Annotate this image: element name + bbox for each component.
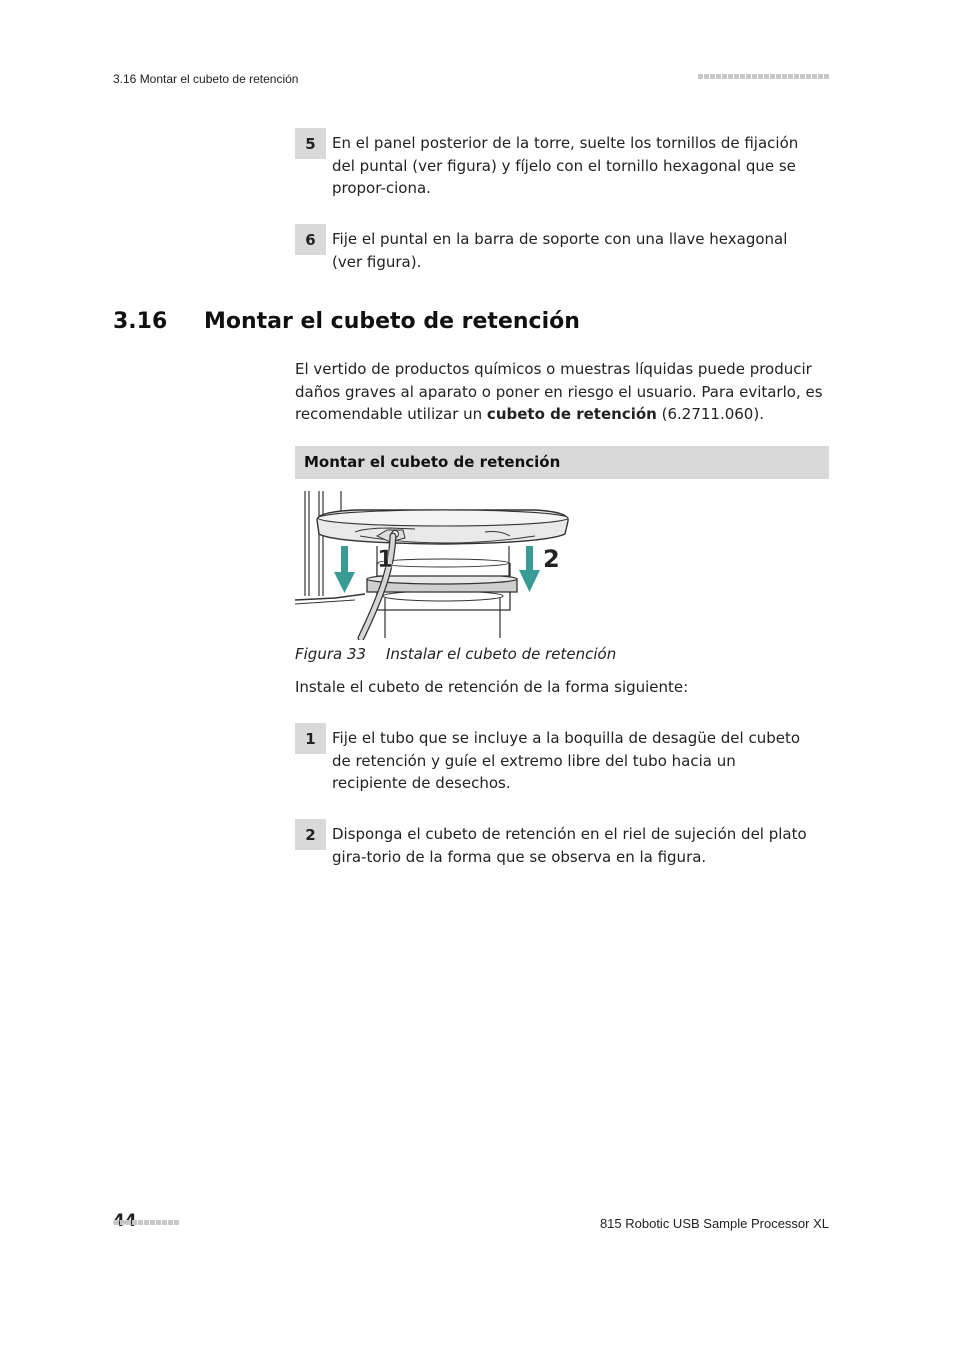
decor-square <box>132 1220 137 1225</box>
section-title: Montar el cubeto de retención <box>204 309 580 334</box>
decor-square <box>162 1220 167 1225</box>
decor-square <box>788 74 793 79</box>
caption-number: Figura 33 <box>295 645 367 663</box>
decor-square <box>740 74 745 79</box>
decor-square <box>716 74 721 79</box>
decor-square <box>156 1220 161 1225</box>
arrow-2-icon <box>519 546 540 592</box>
step-number: 1 <box>295 723 326 754</box>
step-5 <box>295 128 829 200</box>
section-number: 3.16 <box>113 309 168 334</box>
step-number: 5 <box>295 128 326 159</box>
decor-square <box>734 74 739 79</box>
intro-paragraph <box>295 358 829 426</box>
decor-square <box>138 1220 143 1225</box>
step-2 <box>295 819 829 868</box>
decor-square <box>758 74 763 79</box>
section-heading <box>113 309 580 334</box>
intro-text-end: (6.2711.060). <box>656 405 764 423</box>
decor-square <box>120 1220 125 1225</box>
decor-square <box>704 74 709 79</box>
decor-square <box>126 1220 131 1225</box>
decor-square <box>770 74 775 79</box>
decor-square <box>782 74 787 79</box>
step-text: Fije el puntal en la barra de soporte con una llave hexagonal (ver figura). <box>332 230 788 271</box>
step-number: 6 <box>295 224 326 255</box>
decor-square <box>794 74 799 79</box>
procedure-title: Montar el cubeto de retención <box>304 453 561 471</box>
decor-square <box>824 74 829 79</box>
decor-square <box>710 74 715 79</box>
step-number: 2 <box>295 819 326 850</box>
decor-square <box>806 74 811 79</box>
step-text: Fije el tubo que se incluye a la boquilla de desagüe del cubeto de retención y guíe el extremo libre del tubo hacia un recipiente de desechos. <box>332 729 801 792</box>
step-text: Disponga el cubeto de retención en el riel de sujeción del plato gira-torio de la forma que se observa en la figura. <box>332 825 807 866</box>
decor-square <box>812 74 817 79</box>
running-header: 3.16 Montar el cubeto de retención <box>113 72 299 86</box>
figure-label-2: 2 <box>543 545 560 573</box>
intro-text: El vertido de productos químicos o muestras líquidas puede producir daños graves al aparato o poner en riesgo el usuario. Para evitarlo, es recomendable utilizar un <box>295 360 823 423</box>
decor-square <box>722 74 727 79</box>
product-name: 815 Robotic USB Sample Processor XL <box>599 1216 829 1231</box>
decor-square <box>144 1220 149 1225</box>
decor-square <box>800 74 805 79</box>
decor-square <box>776 74 781 79</box>
figure-illustration <box>295 488 575 640</box>
step-text: En el panel posterior de la torre, suelte los tornillos de fijación del puntal (ver figura) y fíjelo con el tornillo hexagonal que se propor-ciona. <box>332 134 799 197</box>
footer-decoration <box>114 1220 179 1225</box>
caption-text: Instalar el cubeto de retención <box>386 645 617 663</box>
decor-square <box>752 74 757 79</box>
figure-caption <box>295 645 616 663</box>
decor-square <box>818 74 823 79</box>
install-intro: Instale el cubeto de retención de la forma siguiente: <box>295 678 689 696</box>
intro-bold-term: cubeto de retención <box>486 405 657 423</box>
step-6 <box>295 224 829 273</box>
figure-label-1: 1 <box>377 545 394 573</box>
decor-square <box>728 74 733 79</box>
decor-square <box>746 74 751 79</box>
decor-square <box>698 74 703 79</box>
decor-square <box>168 1220 173 1225</box>
step-1 <box>295 723 829 795</box>
decor-square <box>114 1220 119 1225</box>
procedure-title-bar <box>295 446 829 479</box>
decor-square <box>150 1220 155 1225</box>
header-decoration <box>697 74 829 79</box>
decor-square <box>764 74 769 79</box>
decor-square <box>174 1220 179 1225</box>
arrow-1-icon <box>334 546 355 593</box>
